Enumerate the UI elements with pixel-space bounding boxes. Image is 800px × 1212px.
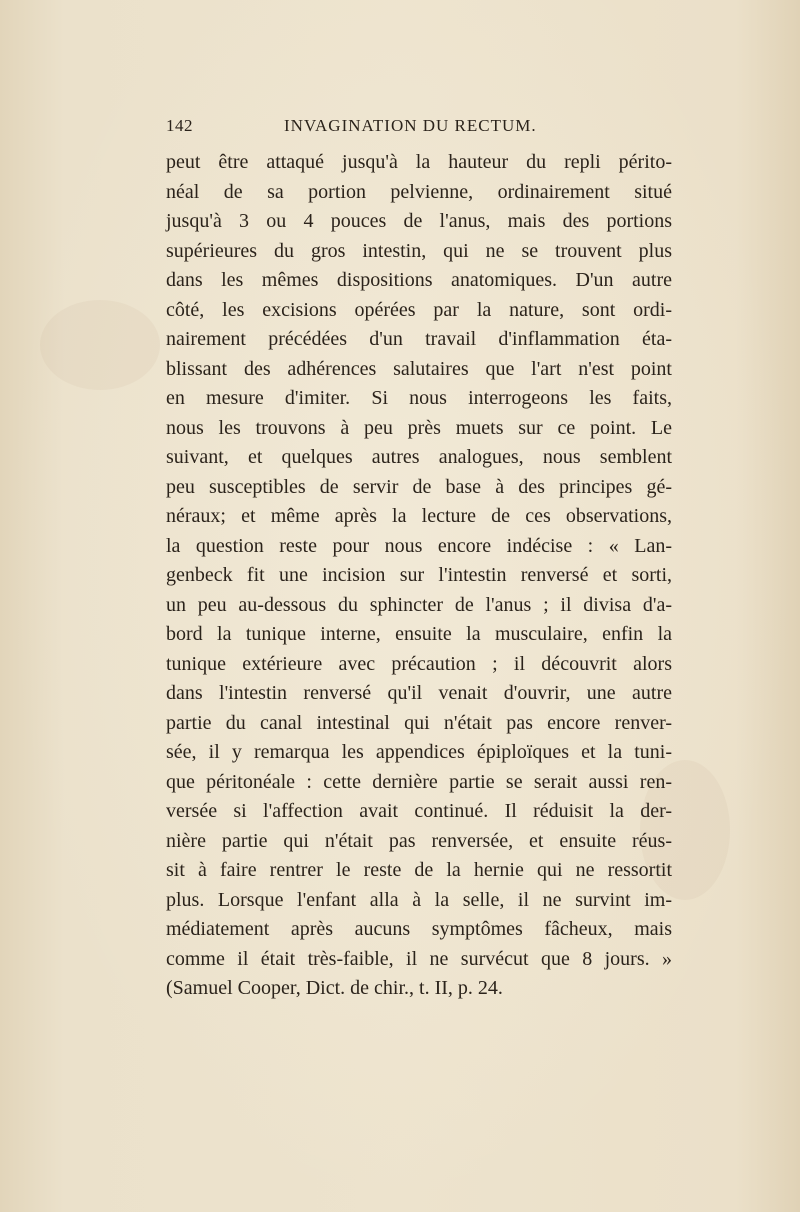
text-line: néraux; et même après la lecture de ces observations, xyxy=(166,505,672,527)
text-line: supérieures du gros intestin, qui ne se trouvent plus xyxy=(166,239,672,262)
running-title: INVAGINATION DU RECTUM. xyxy=(284,116,537,135)
text-line: nairement précédées d'un travail d'inflammation éta- xyxy=(166,328,672,350)
text-line: (Samuel Cooper, Dict. de chir., t. II, p. 24. xyxy=(166,977,503,999)
text-line: tunique extérieure avec précaution ; il découvrit alors xyxy=(166,652,672,675)
paper-stain xyxy=(40,300,160,390)
body-text xyxy=(166,148,672,1004)
text-line: blissant des adhérences salutaires que l'art n'est point xyxy=(166,357,672,380)
text-line: néal de sa portion pelvienne, ordinairement situé xyxy=(166,180,672,203)
text-line: en mesure d'imiter. Si nous interrogeons les faits, xyxy=(166,387,672,409)
text-line: un peu au-dessous du sphincter de l'anus ; il divisa d'a- xyxy=(166,593,672,616)
text-line: suivant, et quelques autres analogues, nous semblent xyxy=(166,446,672,468)
text-line: plus. Lorsque l'enfant alla à la selle, il ne survint im- xyxy=(166,888,672,911)
text-line: nière partie qui n'était pas renversée, et ensuite réus- xyxy=(166,829,672,852)
text-line: bord la tunique interne, ensuite la musculaire, enfin la xyxy=(166,623,672,645)
text-line: comme il était très-faible, il ne survécut que 8 jours. » xyxy=(166,947,672,970)
text-line: médiatement après aucuns symptômes fâcheux, mais xyxy=(166,918,672,940)
text-line: partie du canal intestinal qui n'était pas encore renver- xyxy=(166,711,672,734)
text-line: côté, les excisions opérées par la nature, sont ordi- xyxy=(166,298,672,321)
text-line: peu susceptibles de servir de base à des principes gé- xyxy=(166,475,672,498)
text-line: sée, il y remarqua les appendices épiploïques et la tuni- xyxy=(166,741,672,763)
text-line: jusqu'à 3 ou 4 pouces de l'anus, mais des portions xyxy=(166,210,672,232)
text-line: genbeck fit une incision sur l'intestin renversé et sorti, xyxy=(166,564,672,586)
text-line: dans les mêmes dispositions anatomiques. D'un autre xyxy=(166,269,672,291)
text-line: versée si l'affection avait continué. Il réduisit la der- xyxy=(166,800,672,822)
text-line: sit à faire rentrer le reste de la hernie qui ne ressortit xyxy=(166,859,672,881)
page-header xyxy=(166,116,672,144)
text-line: peut être attaqué jusqu'à la hauteur du repli périto- xyxy=(166,151,672,173)
text-line: la question reste pour nous encore indécise : « Lan- xyxy=(166,534,672,557)
page-number: 142 xyxy=(166,116,193,135)
text-line: nous les trouvons à peu près muets sur ce point. Le xyxy=(166,416,672,439)
text-line: dans l'intestin renversé qu'il venait d'ouvrir, une autre xyxy=(166,682,672,704)
text-line: que péritonéale : cette dernière partie se serait aussi ren- xyxy=(166,770,672,793)
